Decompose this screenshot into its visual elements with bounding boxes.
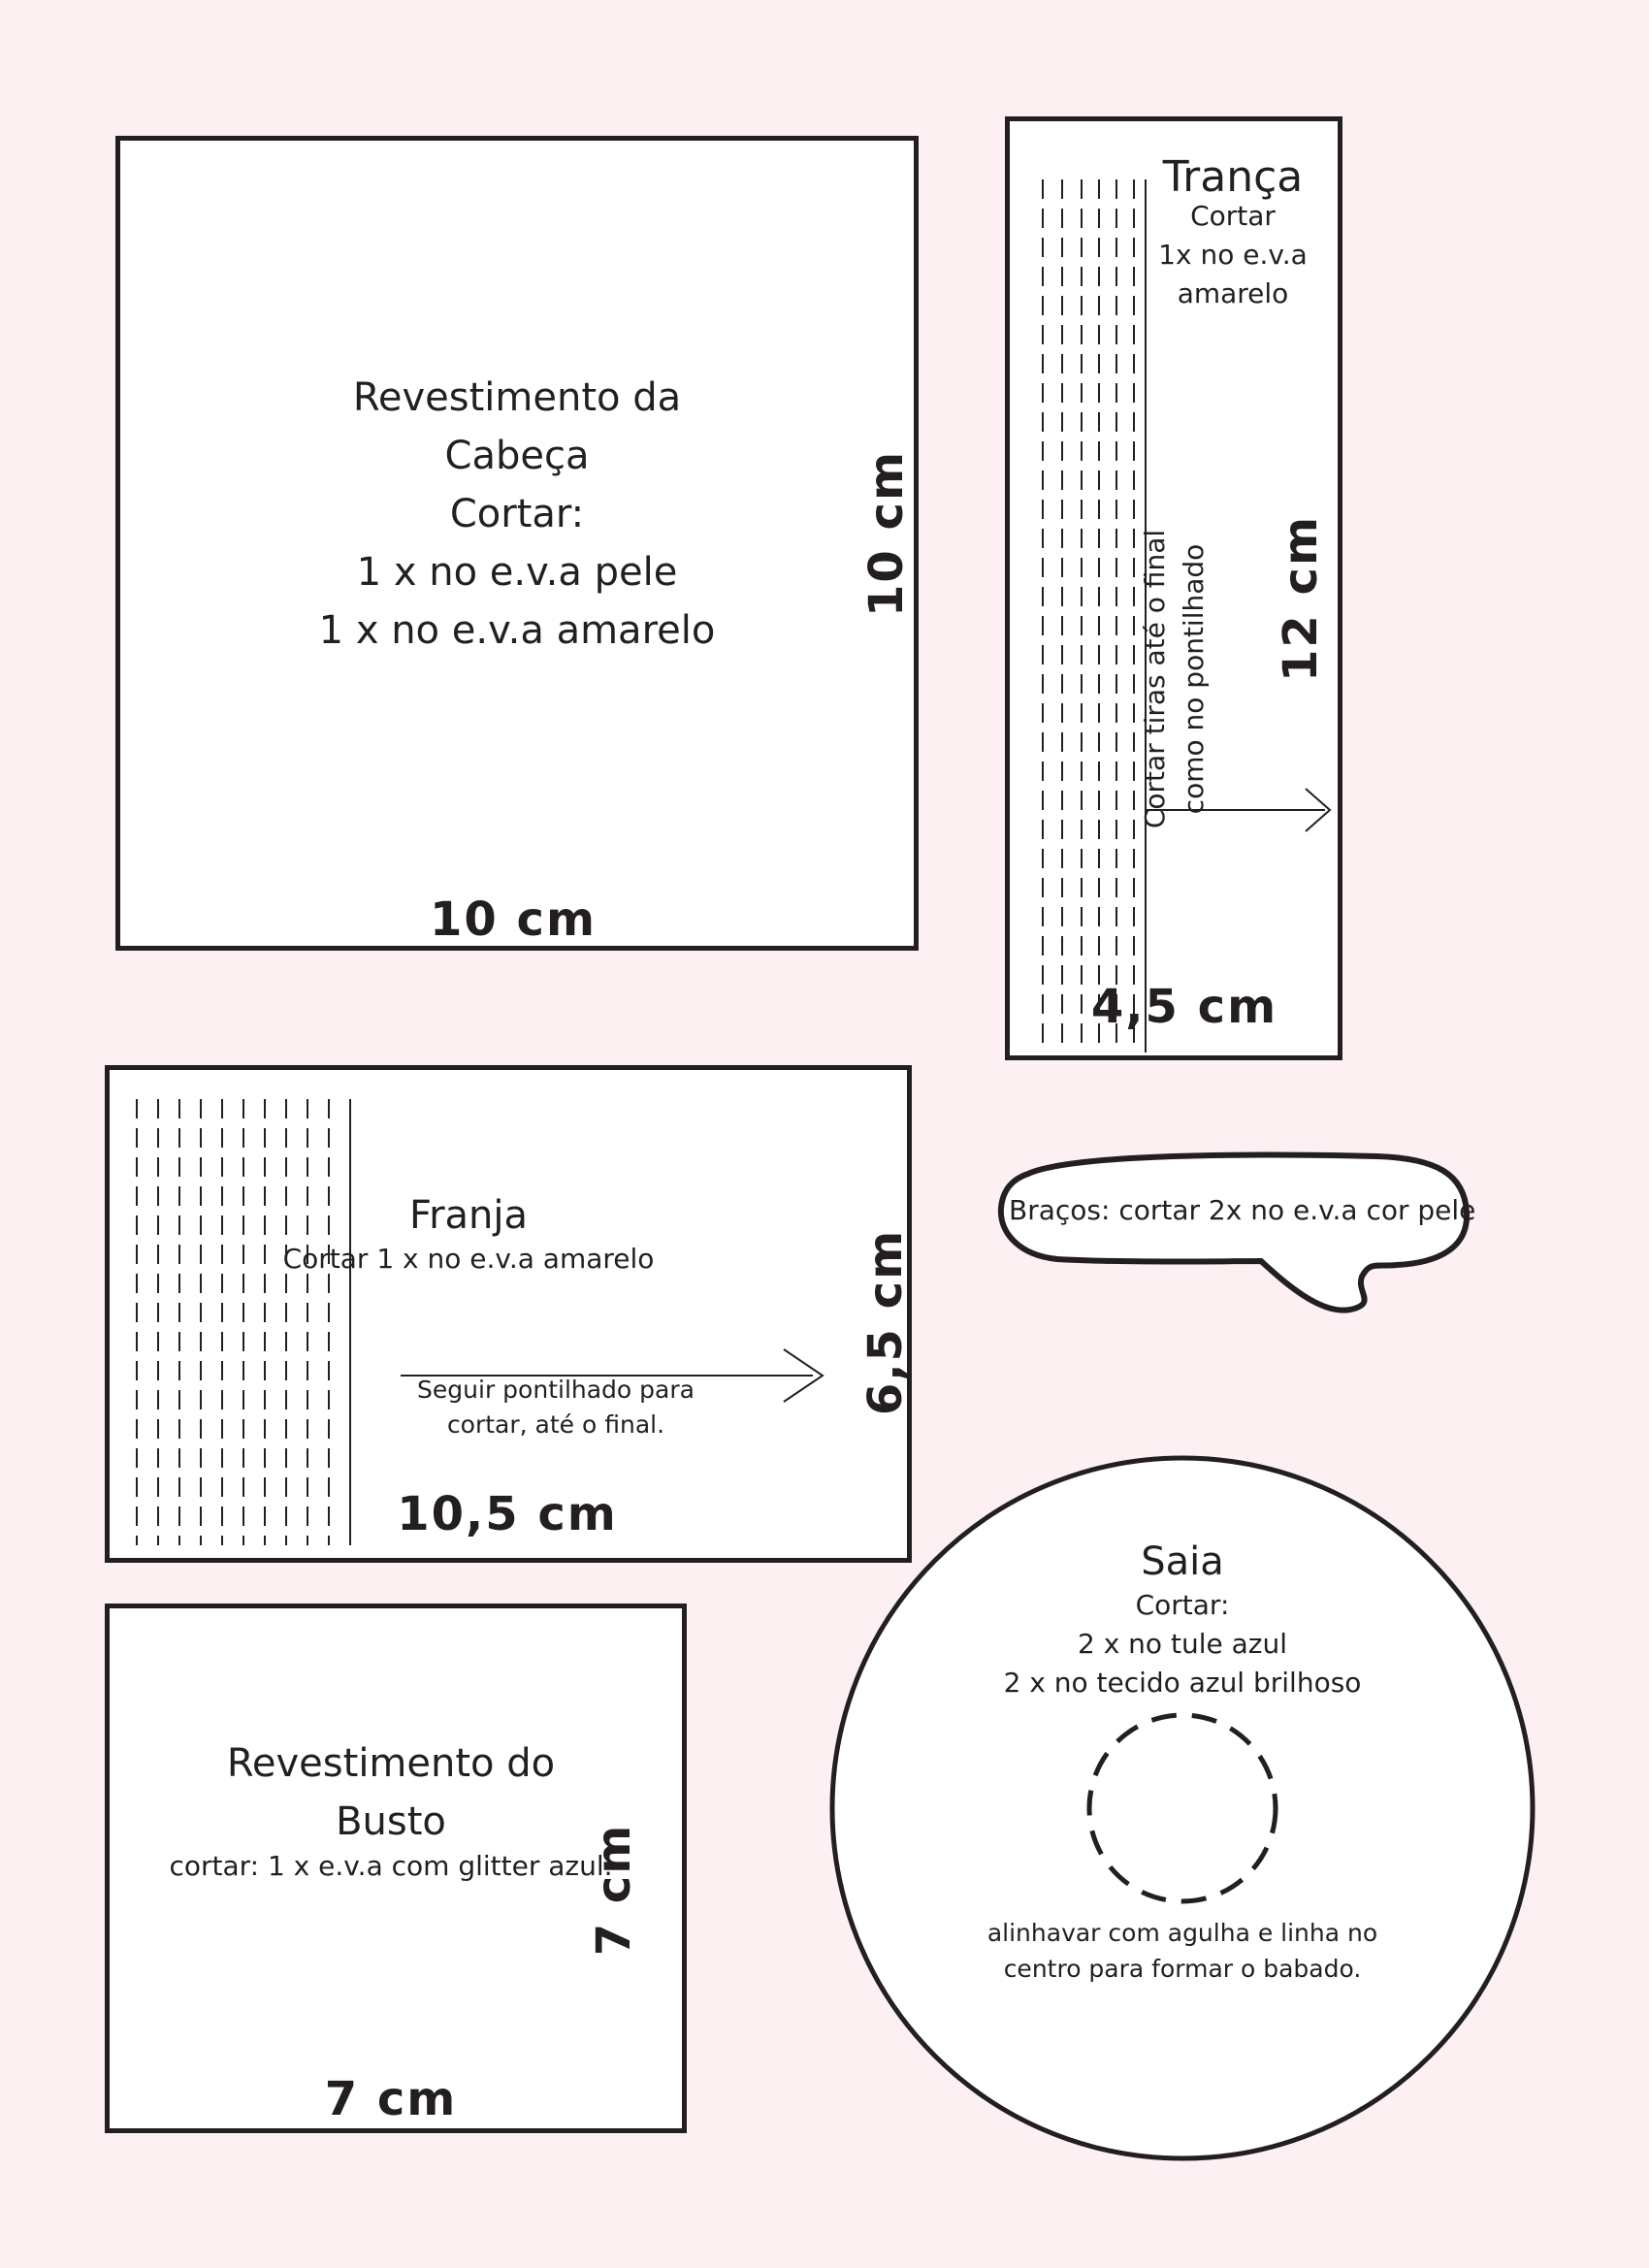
bust-height-label: 7 cm — [587, 1823, 641, 1957]
skirt-note-line1: alinhavar com agulha e linha no — [986, 1919, 1378, 1947]
bust-title-line1: Revestimento do — [226, 1741, 556, 1786]
braid-line3: amarelo — [1177, 277, 1289, 309]
arms-text: Braços: cortar 2x no e.v.a cor pele — [1009, 1194, 1476, 1226]
fringe-width-label: 10,5 cm — [397, 1487, 618, 1541]
fringe-height-label: 6,5 cm — [858, 1228, 913, 1416]
braid-line1: Cortar — [1190, 200, 1276, 232]
braid-line2: 1x no e.v.a — [1158, 239, 1308, 271]
braid-title: Trança — [1162, 152, 1304, 202]
fringe-instruction: Cortar 1 x no e.v.a amarelo — [282, 1243, 655, 1275]
head-title-line1: Revestimento da — [352, 375, 682, 420]
skirt-instruction1: 2 x no tule azul — [1078, 1628, 1287, 1660]
head-title-line2: Cabeça — [444, 434, 590, 478]
bust-width-label: 7 cm — [324, 2072, 458, 2126]
fringe-note-line2: cortar, até o final. — [446, 1410, 665, 1439]
head-cut-label: Cortar: — [449, 492, 585, 536]
braid-strip-note-line2: como no pontilhado — [1178, 543, 1210, 815]
skirt-cut-label: Cortar: — [1135, 1589, 1230, 1621]
fringe-note-line1: Seguir pontilhado para — [417, 1376, 695, 1404]
head-height-label: 10 cm — [859, 450, 914, 617]
bust-instruction: cortar: 1 x e.v.a com glitter azul. — [169, 1850, 613, 1882]
head-instruction2: 1 x no e.v.a amarelo — [318, 608, 716, 653]
head-instruction1: 1 x no e.v.a pele — [356, 550, 678, 595]
skirt-note-line2: centro para formar o babado. — [1003, 1955, 1362, 1983]
fringe-title: Franja — [408, 1193, 529, 1238]
skirt-instruction2: 2 x no tecido azul brilhoso — [1003, 1667, 1362, 1699]
head-width-label: 10 cm — [430, 892, 597, 947]
braid-width-label: 4,5 cm — [1090, 980, 1278, 1034]
bust-title-line2: Busto — [336, 1799, 446, 1844]
braid-strip-note-line1: Cortar tiras até o final — [1139, 529, 1171, 829]
skirt-title: Saia — [1141, 1539, 1224, 1584]
braid-height-label: 12 cm — [1274, 515, 1328, 682]
